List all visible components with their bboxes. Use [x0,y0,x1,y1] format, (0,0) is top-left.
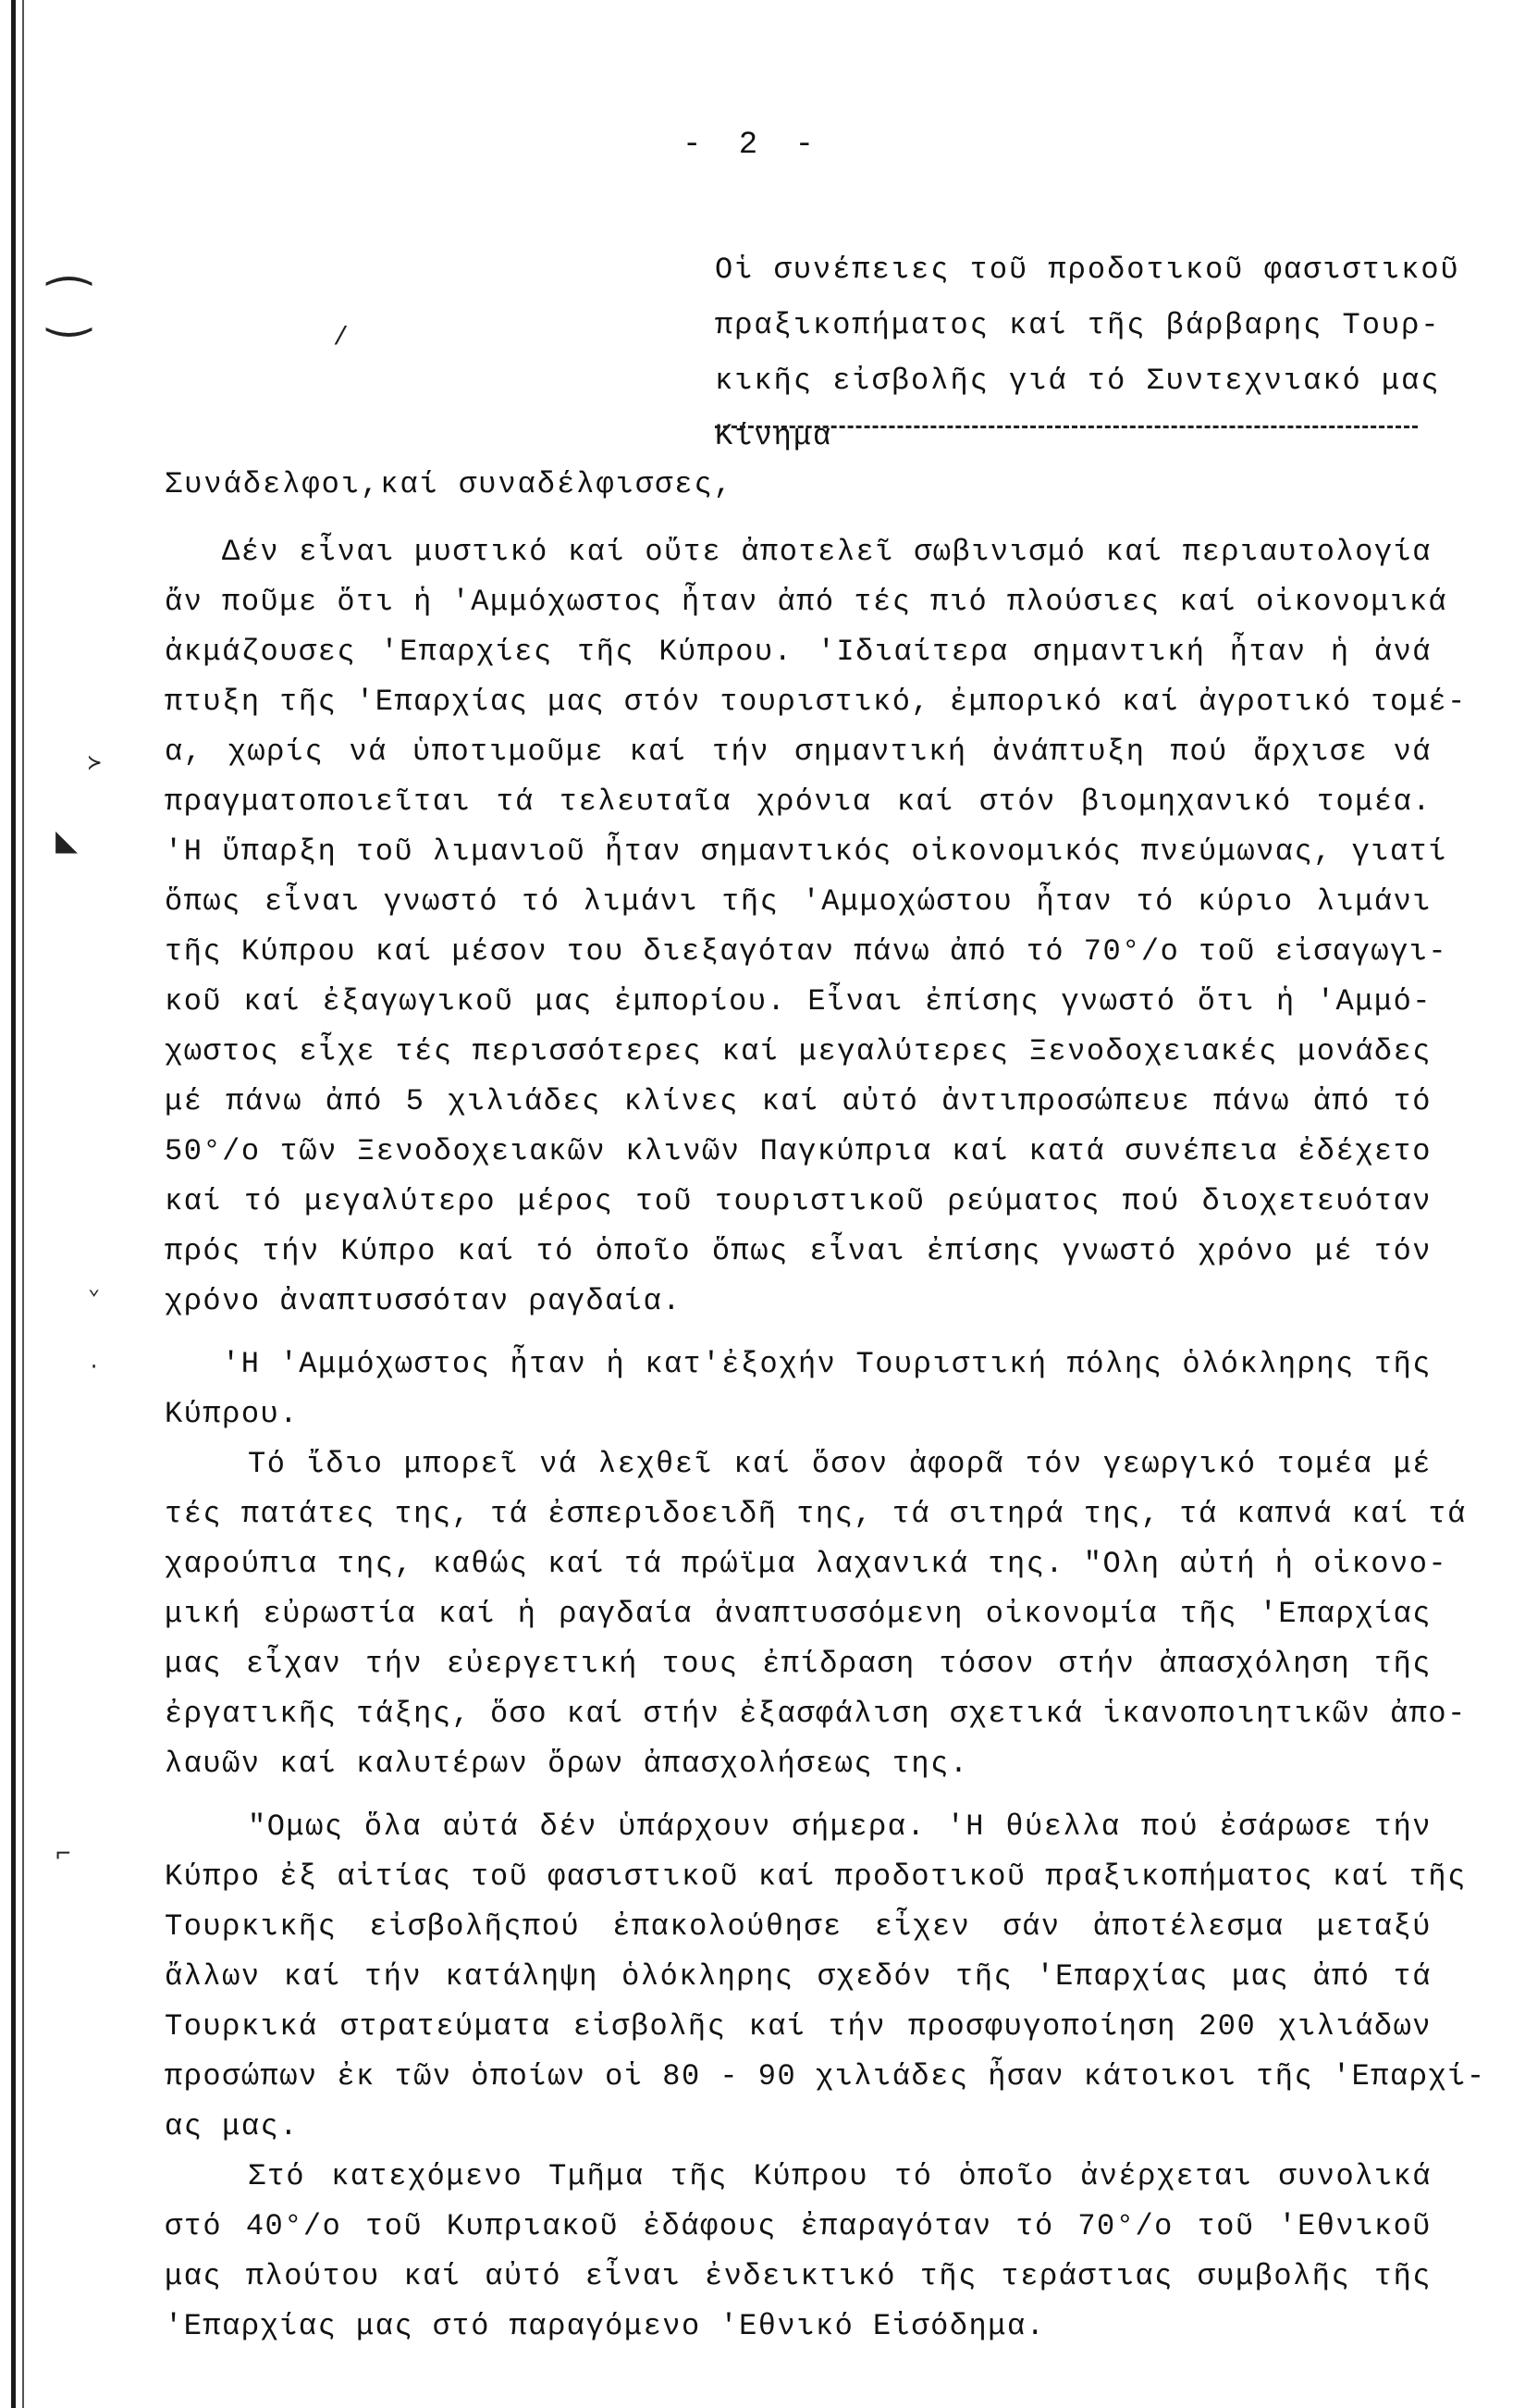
text-line: πραγματοποιεῖται τά τελευταῖα χρόνια καί στόν βιομηχανικό τομέα. [165,784,1432,819]
text-line: πρός τήν Κύπρο καί τό ὁποῖο ὅπως εἶναι ἐπίσης γνωστό χρόνο μέ τόν [165,1234,1432,1268]
text-line: μας εἶχαν τήν εὐεργετική τους ἐπίδραση τόσον στήν ἀπασχόληση τῆς [165,1647,1432,1681]
text-line: κοῦ καί ἐξαγωγικοῦ μας ἐμπορίου. Εἶναι ἐπίσης γνωστό ὅτι ἡ 'Αμμό- [165,984,1432,1019]
text-line: καί τό μεγαλύτερο μέρος τοῦ τουριστικοῦ ρεύματος πού διοχετευόταν [165,1184,1432,1218]
text-line: 50°/ο τῶν Ξενοδοχειακῶν κλινῶν Παγκύπρια καί κατά συνέπεια ἐδέχετο [165,1134,1432,1168]
text-line: ἄν ποῦμε ὅτι ἡ 'Αμμόχωστος ἦταν ἀπό τές πιό πλούσιες καί οἰκονομικά [165,585,1448,619]
scan-binding-edge-inner [22,0,24,2408]
paragraph-5 [165,2152,1432,2352]
document-heading [715,242,1460,464]
scan-binding-edge [11,0,16,2408]
page-number: - 2 - [683,128,824,163]
text-line: προσώπων ἐκ τῶν ὁποίων οἱ 80 - 90 χιλιάδες ἦσαν κάτοικοι τῆς 'Επαρχί- [165,2059,1486,2093]
text-line: Στό κατεχόμενο Τμῆμα τῆς Κύπρου τό ὁποῖο ἀνέρχεται συνολικά [248,2159,1432,2193]
scan-artifact: ⁐ [48,281,91,340]
text-line: λαυῶν καί καλυτέρων ὅρων ἀπασχολήσεως της. [165,1747,969,1781]
text-line: μέ πάνω ἀπό 5 χιλιάδες κλίνες καί αὐτό ἀντιπροσώπευε πάνω ἀπό τό [165,1084,1432,1118]
scan-artifact: ◣ [55,822,79,864]
text-line: μική εὐρωστία καί ἡ ραγδαία ἀναπτυσσόμενη οἰκονομία τῆς 'Επαρχίας [165,1597,1432,1631]
paragraph-3 [165,1439,1467,1789]
text-line: Δέν εἶναι μυστικό καί οὔτε ἀποτελεῖ σωβινισμό καί περιαυτολογία [222,535,1432,569]
body-text [165,527,1486,2352]
text-line: 'Επαρχίας μας στό παραγόμενο 'Εθνικό Εἰσόδημα. [165,2309,1046,2343]
salutation: Συνάδελφοι,καί συναδέλφισσες, [165,467,733,501]
text-line: Κύπρο ἐξ αἰτίας τοῦ φασιστικοῦ καί προδοτικοῦ πραξικοπήματος καί τῆς [165,1859,1467,1894]
heading-line: Κίνημα [715,419,833,453]
paragraph-1 [165,527,1467,1327]
text-line: μας πλούτου καί αὐτό εἶναι ἐνδεικτικό τῆς τεράστιας συμβολῆς τῆς [165,2259,1432,2293]
paragraph-4 [165,1802,1486,2152]
text-line: τῆς Κύπρου καί μέσον του διεξαγόταν πάνω ἀπό τό 70°/ο τοῦ εἰσαγωγι- [165,934,1448,969]
heading-line: Οἱ συνέπειες τοῦ προδοτικοῦ φασιστικοῦ [715,253,1460,287]
text-line: ας μας. [165,2109,299,2143]
text-line: πτυξη τῆς 'Επαρχίας μας στόν τουριστικό, ἐμπορικό καί ἀγροτικό τομέ- [165,685,1467,719]
text-line: Τουρκικῆς εἰσβολῆςπού ἐπακολούθησε εἶχεν σάν ἀποτέλεσμα μεταξύ [165,1909,1432,1944]
text-line: Τό ἴδιο μπορεῖ νά λεχθεῖ καί ὅσον ἀφορᾶ τόν γεωργικό τομέα μέ [248,1447,1432,1481]
text-line: ἄλλων καί τήν κατάληψη ὁλόκληρης σχεδόν τῆς 'Επαρχίας μας ἀπό τά [165,1959,1432,1994]
text-line: Κύπρου. [165,1397,299,1431]
text-line: τές πατάτες της, τά ἐσπεριδοειδῆ της, τά σιτηρά της, τά καπνά καί τά [165,1497,1467,1531]
heading-line: κικῆς εἰσβολῆς γιά τό Συντεχνιακό μας [715,364,1441,398]
scan-artifact: ⌄ [88,1278,101,1301]
text-line: χαρούπια της, καθώς καί τά πρώϊμα λαχανικά της. "Ολη αὐτή ἡ οἰκονο- [165,1547,1448,1581]
scan-artifact: · [88,1355,101,1378]
scan-artifact: ≻ [88,752,102,777]
heading-underline [715,426,1418,428]
text-line: ἀκμάζουσες 'Επαρχίες τῆς Κύπρου. 'Ιδιαίτερα σημαντική ἦταν ἡ ἀνά [165,635,1432,669]
text-line: "Ομως ὅλα αὐτά δέν ὑπάρχουν σήμερα. 'Η θύελλα πού ἐσάρωσε τήν [248,1809,1432,1844]
text-line: χωστος εἶχε τές περισσότερες καί μεγαλύτερες Ξενοδοχειακές μονάδες [165,1034,1432,1068]
text-line: χρόνο ἀναπτυσσόταν ραγδαία. [165,1284,682,1318]
scan-artifact: / [333,324,349,352]
text-line: ὅπως εἶναι γνωστό τό λιμάνι τῆς 'Αμμοχώστου ἦταν τό κύριο λιμάνι [165,884,1432,919]
paragraph-2 [165,1340,1432,1439]
text-line: 'Η 'Αμμόχωστος ἦταν ἡ κατ'ἐξοχήν Τουριστική πόλης ὁλόκληρης τῆς [222,1347,1432,1381]
text-line: α, χωρίς νά ὑποτιμοῦμε καί τήν σημαντική ἀνάπτυξη πού ἄρχισε νά [165,735,1432,769]
text-line: 'Η ὕπαρξη τοῦ λιμανιοῦ ἦταν σημαντικός οἰκονομικός πνεύμωνας, γιατί [165,834,1448,869]
text-line: ἐργατικῆς τάξης, ὅσο καί στήν ἐξασφάλιση σχετικά ἱκανοποιητικῶν ἀπο- [165,1697,1467,1731]
heading-line: πραξικοπήματος καί τῆς βάρβαρης Τουρ- [715,308,1441,342]
scan-artifact: ⌐ [55,1841,71,1870]
text-line: στό 40°/ο τοῦ Κυπριακοῦ ἐδάφους ἐπαραγόταν τό 70°/ο τοῦ 'Εθνικοῦ [165,2209,1432,2243]
text-line: Τουρκικά στρατεύματα εἰσβολῆς καί τήν προσφυγοποίηση 200 χιλιάδων [165,2009,1432,2044]
